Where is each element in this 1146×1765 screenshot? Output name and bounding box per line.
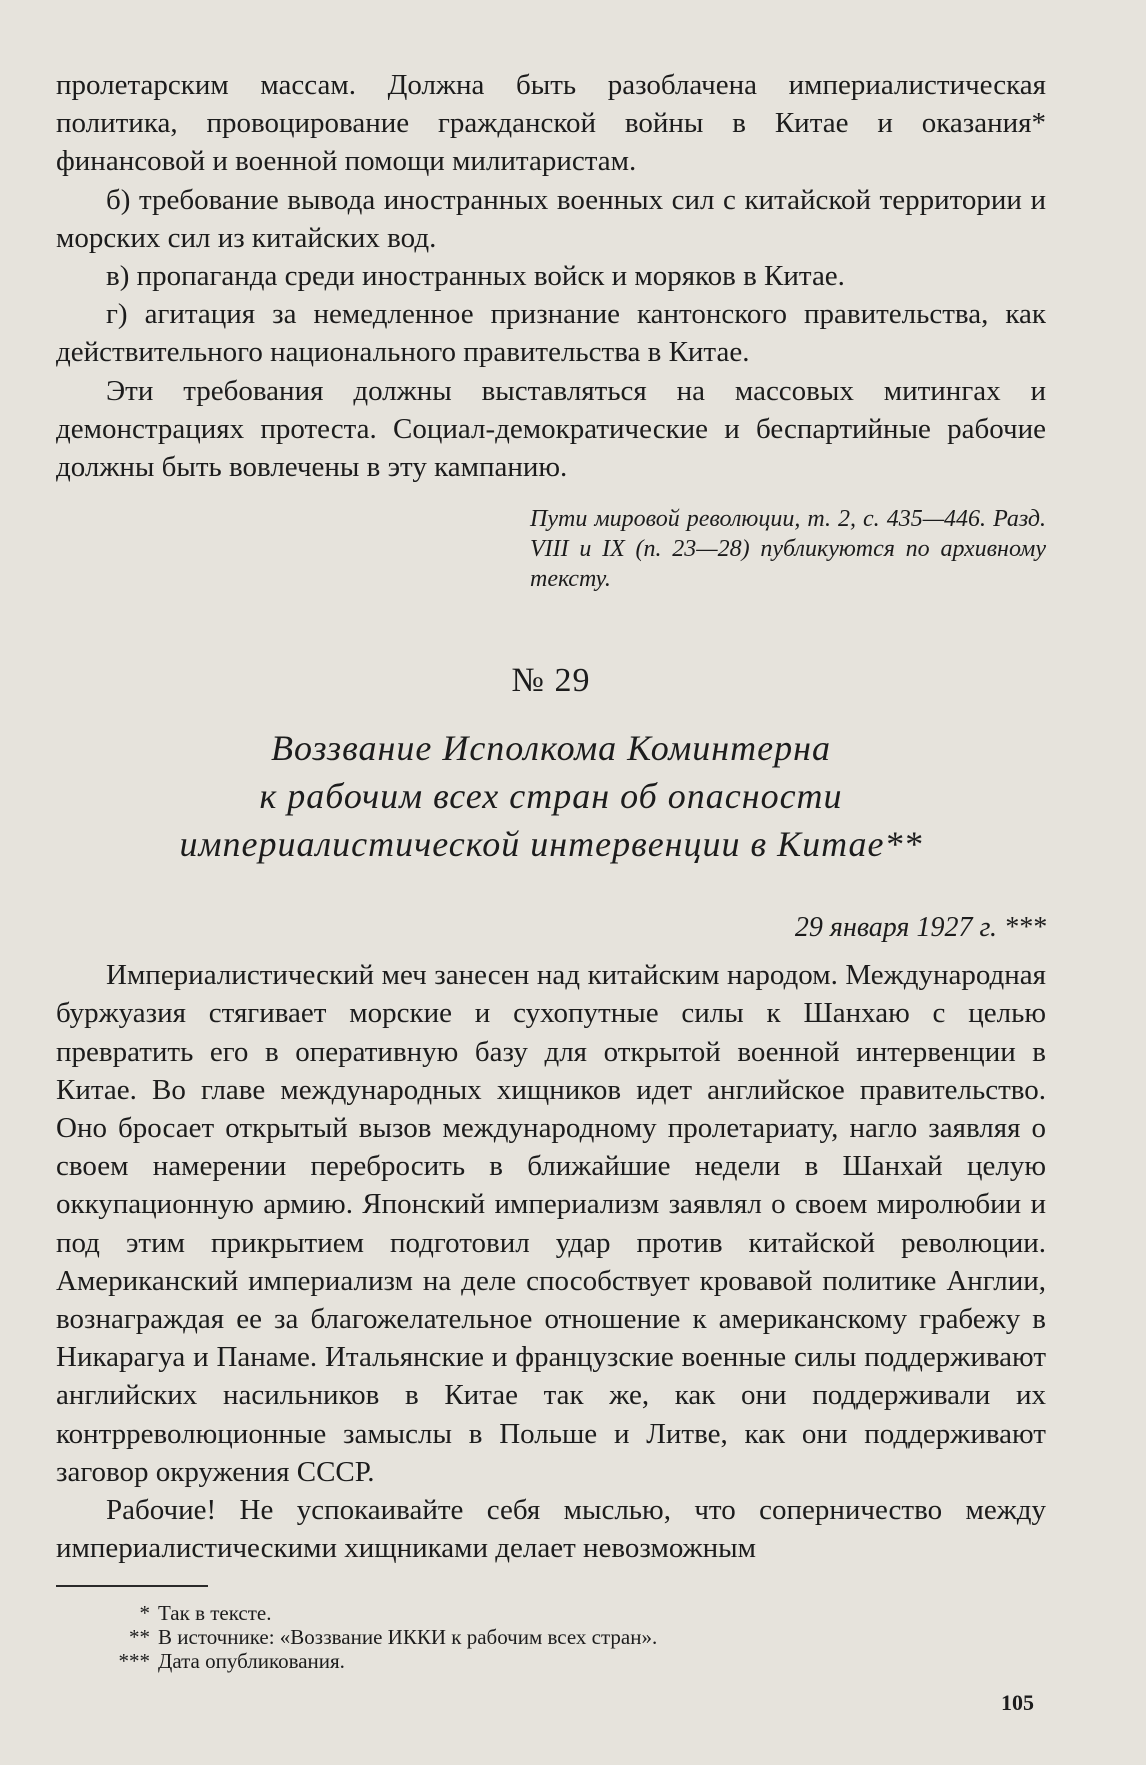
page-number: 105 <box>1001 1690 1034 1715</box>
footnote-text: В источнике: «Воззвание ИККИ к рабочим всех стран». <box>158 1625 658 1650</box>
footnote-marker: *** <box>118 1649 150 1674</box>
document-number: № 29 <box>511 662 591 700</box>
document-date: 29 января 1927 г. *** <box>794 912 1046 944</box>
title-line: Воззвание Исполкома Коминтерна <box>270 728 832 769</box>
title-line: империалистической интервенции в Китае** <box>179 824 923 865</box>
paragraph: Эти требования должны выставляться на массовых митингах и демонстрациях протеста. Социал-демократические и беспартийные рабочие должны быть вовлечены в эту кампанию. <box>56 374 1046 484</box>
footnote <box>114 1601 1046 1625</box>
footnote-divider <box>56 1585 208 1587</box>
paragraph: в) пропаганда среди иностранных войск и моряков в Китае. <box>106 260 845 293</box>
footnote-text: Дата опубликования. <box>158 1649 345 1674</box>
paragraph: пролетарским массам. Должна быть разоблачена империалистическая политика, провоцирование гражданской войны в Китае и оказания* финансовой и военной помощи милитаристам. <box>56 69 1046 178</box>
body-text-block <box>56 956 1046 1567</box>
source-note: Пути мировой революции, т. 2, с. 435—446. Разд. VIII и IX (п. 23—28) публикуются по архивному тексту. <box>530 506 1046 593</box>
title-line: к рабочим всех стран об опасности <box>259 776 843 817</box>
footnotes <box>114 1601 1046 1673</box>
paragraph: Империалистический меч занесен над китайским народом. Международная буржуазия стягивает морские и сухопутные силы к Шанхаю с целью превратить его в оперативную базу для открытой военной интервенции в Китае. Во главе международных хищников идет английское правительство. Оно бросает открытый вызов международному пролетариату, нагло заявляя о своем намерении перебросить в ближайшие недели в Шанхай целую оккупационную армию. Японский империализм заявлял о своем миролюбии и под этим прикрытием подготовил удар против китайской революции. Американский империализм на деле способствует кровавой политике Англии, вознаграждая ее за благожелательное отношение к американскому грабежу в Никарагуа и Панаме. Итальянские и французские военные силы поддерживают английских насильников в Китае так же, как они поддерживали их контрреволюционные замыслы в Польше и Литве, как они поддерживают заговор окружения СССР. <box>56 959 1046 1488</box>
footnote-text: Так в тексте. <box>158 1601 272 1626</box>
top-text-block <box>56 66 1046 486</box>
paragraph: г) агитация за немедленное признание кантонского правительства, как действительного национального правительства в Китае. <box>56 298 1046 369</box>
footnote <box>114 1649 1046 1673</box>
paragraph: Рабочие! Не успокаивайте себя мыслью, что соперничество между империалистическими хищниками делает невозможным <box>56 1494 1046 1565</box>
footnote-marker: * <box>139 1601 150 1626</box>
document-title <box>56 724 1046 868</box>
footnote <box>114 1625 1046 1649</box>
paragraph: б) требование вывода иностранных военных сил с китайской территории и морских сил из китайских вод. <box>56 183 1046 254</box>
footnote-marker: ** <box>129 1625 150 1650</box>
